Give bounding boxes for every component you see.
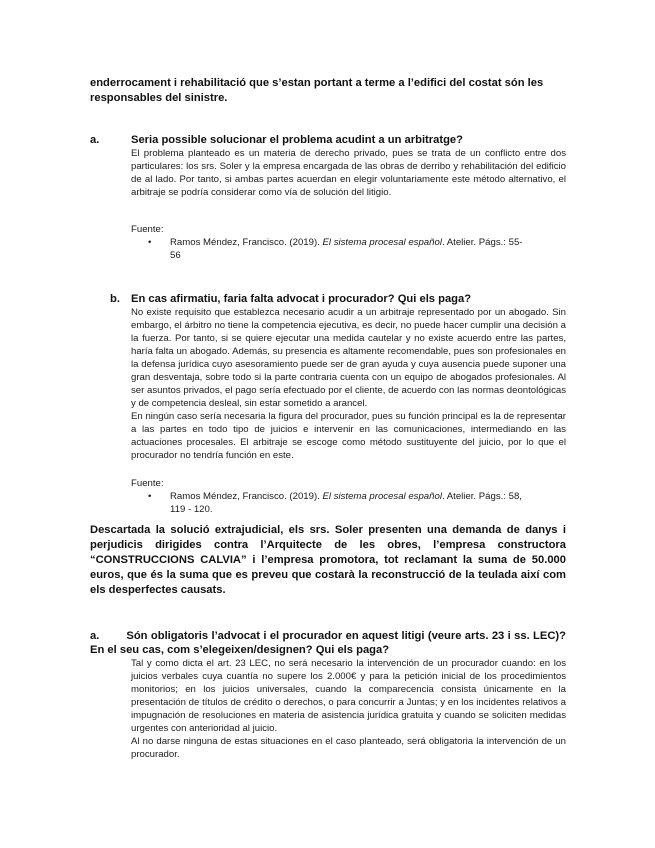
question-a2-letter: a. <box>90 630 100 642</box>
question-a-heading: Seria possible solucionar el problema acudint a un arbitratge? <box>131 134 463 146</box>
question-b-heading: En cas afirmatiu, faria falta advocat i procurador? Qui els paga? <box>131 293 472 305</box>
question-b-source-line1 <box>170 490 522 503</box>
question-a2-answer-p2: Al no darse ninguna de estas situaciones en el caso planteado, será obligatoria la intervención de un procurador. <box>131 736 566 760</box>
question-b-answer <box>131 306 566 462</box>
question-b-letter: b. <box>110 293 120 305</box>
source-title: El sistema procesal español <box>322 237 442 248</box>
descartada-paragraph: Descartada la solució extrajudicial, els srs. Soler presenten una demanda de danys i perjudicis dirigides contra l’Arquitecte de les obres, l’empresa constructora “CONSTRUCCIONS CALVIA” i l’empresa promotora, tot reclamant la suma de 50.000 euros, que és la suma que es preveu que costarà la reconstrucció de la teulada així com els desperfectes causats. <box>90 524 566 596</box>
bullet-icon: • <box>148 237 152 248</box>
question-b-fuente-label: Fuente: <box>131 478 164 489</box>
question-a2-answer <box>131 657 566 761</box>
bullet-icon: • <box>148 491 152 502</box>
question-a-fuente-label: Fuente: <box>131 224 164 235</box>
question-a-answer <box>131 147 566 199</box>
question-a2-text: Són obligatoris l’advocat i el procurador en aquest litigi (veure arts. 23 i ss. LEC)? En el seu cas, com s’elegeixen/designen? Qui els paga? <box>90 630 566 656</box>
question-a-source-line2: 56 <box>170 250 181 261</box>
source-author: Ramos Méndez, Francisco. (2019). <box>170 237 320 248</box>
question-a2-heading <box>90 629 566 657</box>
intro-paragraph: enderrocament i rehabilitació que s’estan portant a terme a l’edifici del costat són les responsables del sinistre. <box>90 77 544 104</box>
question-b-answer-p2: En ningún caso sería necesaria la figura del procurador, pues su función principal es la de representar a las partes en todo tipo de juicios e intervenir en las comunicaciones, intermediando en las actuaciones procesales. El arbitraje se escoge como método sustituyente del juicio, por lo que el procurador no tendría función en este. <box>131 411 566 461</box>
source-title: El sistema procesal español <box>322 491 442 502</box>
question-b-source-line2: 119 - 120. <box>170 504 213 515</box>
question-a2-answer-p1: Tal y como dicta el art. 23 LEC, no será necesario la intervención de un procurador cuando: en los juicios verbales cuya cuantía no supere los 2.000€ y para la petición inicial de los procedimientos monitorios; en los juicios universales, cuando la comparecencia consista únicamente en la presentación de títulos de crédito o derechos, o para concurrir a Juntas; y en los incidentes relativos a impugnación de resoluciones en materia de asistencia jurídica gratuita y cuando se soliciten medidas urgentes con anterioridad al juicio. <box>131 658 566 734</box>
source-rest: . Atelier. Págs.: 58, <box>441 491 522 502</box>
question-a-source-line1 <box>170 236 522 249</box>
question-a-source-item <box>148 236 568 264</box>
source-rest: . Atelier. Págs.: 55- <box>441 237 523 248</box>
question-b-answer-p1: No existe requisito que establezca necesario acudir a un arbitraje representado por un abogado. Sin embargo, el árbitro no tiene la competencia ejecutiva, es decir, no puede hacer cumplir una decisión a la fuerza. Por tanto, si se quiere ejecutar una medida cautelar y no existe acuerdo entre las partes, haría falta un abogado. Además, su presencia es altamente recomendable, pues son profesionales en la defensa jurídica cuyo asesoramiento puede ser de gran ayuda y cuya ausencia puede suponer una gran desventaja, sobre todo si la parte contraria cuenta con un equipo de abogados profesionales. Al ser asuntos privados, el pago sería efectuado por el cliente, de acuerdo con las normas deontológicas y de competencia desleal, sin estar sometido a arancel. <box>131 307 566 409</box>
question-a-letter: a. <box>90 134 100 146</box>
question-b-source-item <box>148 490 568 518</box>
question-a-answer-text: El problema planteado es un materia de derecho privado, pues se trata de un conflicto entre dos particulares: los srs. Soler y la empresa encargada de las obras de derribo y rehabilitación del edificio de al lado. Por tanto, si ambas partes acuerdan en elegir voluntariamente este método alternativo, el arbitraje se podría considerar como vía de solución del litigio. <box>131 148 566 198</box>
source-author: Ramos Méndez, Francisco. (2019). <box>170 491 320 502</box>
